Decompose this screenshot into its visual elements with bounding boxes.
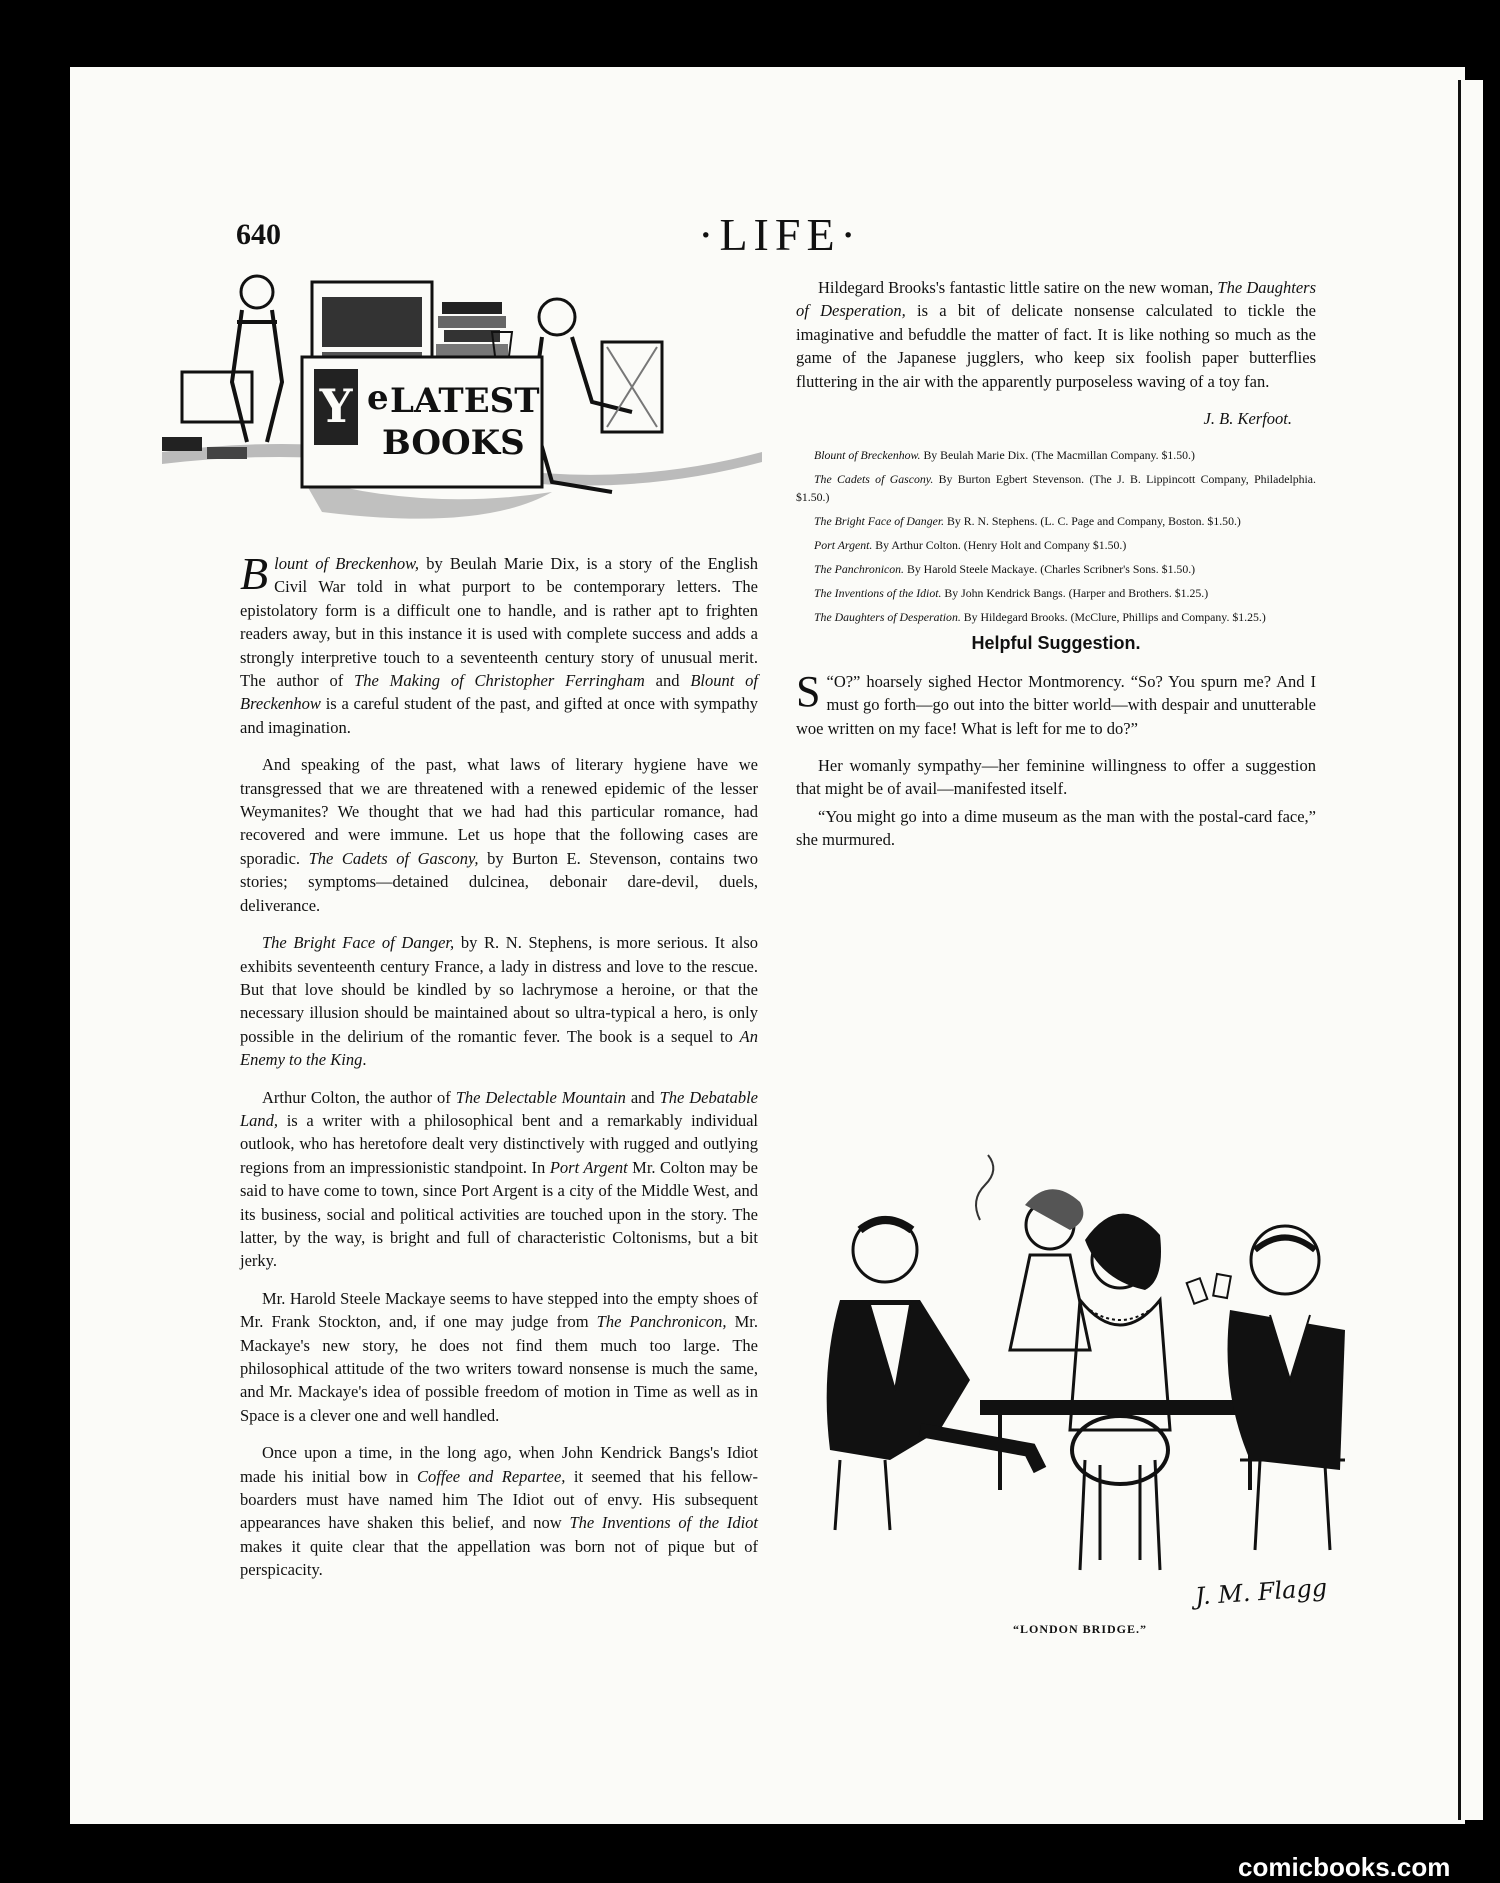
book-reference: The Cadets of Gascony. By Burton Egbert Stevenson. (The J. B. Lippincott Company, Philadelphia. $1.50.) xyxy=(796,472,1316,505)
review-paragraph-1: Blount of Breckenhow, by Beulah Marie Dix, is a story of the English Civil War told in what purport to be contemporary letters. The epistolatory form is a difficult one to handle, and is rather apt to frighten readers away, but in this instance it is used with complete success and adds a strongly interpretive touch to a seventeenth century story of unusual merit. The author of The Making of Christopher Ferringham and Blount of Breckenhow is a careful student of the past, and gifted at once with sympathy and imagination. xyxy=(240,548,758,737)
artist-signature: J. M. Flagg xyxy=(1194,1573,1329,1611)
book-title: The Delectable Mountain xyxy=(455,1087,626,1107)
masthead: ·LIFE· xyxy=(698,209,862,260)
sign-ye-letter: e xyxy=(367,378,389,418)
book-title: The Cadets of Gascony, xyxy=(308,848,479,868)
review-paragraph-6: Once upon a time, in the long ago, when John Kendrick Bangs's Idiot made his initial bow in Coffee and Repartee, it seemed that his fellow-boarders must have named him The Idiot out of envy. His subsequent appearances have shaken this belief, and now The Inventions of the Idiot makes it quite clear that the appellation was born not of pique but of perspicacity. xyxy=(240,1443,758,1580)
review-column-left xyxy=(240,548,759,1596)
drop-cap-s: S xyxy=(796,666,821,716)
drop-cap-b: B xyxy=(240,548,269,599)
book-reference: The Bright Face of Danger. By R. N. Stephens. (L. C. Page and Company, Boston. $1.50.) xyxy=(814,514,1241,529)
book-title: The Daughters of Desperation, xyxy=(796,278,1316,321)
book-reference: The Daughters of Desperation. By Hildegard Brooks. (McClure, Phillips and Company. $1.25.) xyxy=(814,610,1266,625)
book-title: The Panchronicon, xyxy=(596,1312,727,1332)
book-reference-list xyxy=(796,446,1316,626)
book-title: The Inventions of the Idiot xyxy=(569,1513,758,1533)
site-watermark: comicbooks.com xyxy=(1238,1852,1451,1882)
suggestion-paragraph-3: “You might go into a dime museum as the man with the postal-card face,” she murmured. xyxy=(796,806,1316,850)
review-column-right xyxy=(796,276,1316,866)
book-reference: The Panchronicon. By Harold Steele Mackaye. (Charles Scribner's Sons. $1.50.) xyxy=(814,562,1196,577)
book-title: The Bright Face of Danger, xyxy=(262,933,455,953)
book-title: The Debatable Land, xyxy=(240,1087,758,1130)
book-title: An Enemy to the King xyxy=(240,1026,758,1070)
review-paragraph-7: Hildegard Brooks's fantastic little satire on the new woman, The Daughters of Desperation, is a bit of delicate nonsense calculated to tickle the imaginative and befuddle the matter of fact. It is like nothing so much as the game of the Japanese jugglers, who keep six foolish paper butterflies fluttering in the air with the apparently purposeless waving of a toy fan. xyxy=(796,278,1316,391)
latest-books-illustration xyxy=(162,262,762,542)
cartoon-drawing xyxy=(800,1130,1360,1610)
book-title: Coffee and Repartee, xyxy=(417,1466,566,1486)
suggestion-paragraph-2: Her womanly sympathy—her feminine willingness to offer a suggestion that might be of avail—manifested itself. xyxy=(796,756,1316,799)
book-title: Port Argent xyxy=(549,1157,628,1177)
latest-books-drawing xyxy=(162,262,762,542)
review-paragraph-3: The Bright Face of Danger, by R. N. Stephens, is more serious. It also exhibits seventeenth century France, a lady in distress and love to the rescue. But that love should be kindled by so lachrymose a heroine, or that the necessary illusion should be maintained about so ultra-typical a hero, is only possible in the delirium of the romantic fever. The book is a sequel to An Enemy to the King. xyxy=(240,933,759,1070)
cartoon-caption: “LONDON BRIDGE.” xyxy=(1012,1622,1147,1636)
sign-title-line2: BOOKS xyxy=(382,423,525,463)
sign-title-line1: LATEST xyxy=(390,381,540,421)
review-paragraph-2: And speaking of the past, what laws of literary hygiene have we transgressed that we are threatened with a renewed epidemic of the lesser Weymanites? We thought that we had had this particular romance, had recovered and were immune. Let us hope that the following cases are sporadic. The Cadets of Gascony, by Burton E. Stevenson, contains two stories; symptoms—detained dulcinea, debonair dare-devil, duels, deliverance. xyxy=(240,755,758,915)
review-signature: J. B. Kerfoot. xyxy=(1203,409,1292,429)
book-title: Blount of Breckenhow xyxy=(240,671,758,714)
cartoon-illustration xyxy=(800,1130,1360,1610)
book-reference: The Inventions of the Idiot. By John Kendrick Bangs. (Harper and Brothers. $1.25.) xyxy=(814,586,1209,601)
adjacent-page-edge xyxy=(1458,80,1483,1820)
page-number: 640 xyxy=(236,218,281,251)
book-reference: Port Argent. By Arthur Colton. (Henry Holt and Company $1.50.) xyxy=(814,538,1127,553)
review-paragraph-5: Mr. Harold Steele Mackaye seems to have stepped into the empty shoes of Mr. Frank Stockton, and, if one may judge from The Panchronicon, Mr. Mackaye's new story, he does not find them much too large. The philosophical attitude of the two writers toward nonsense is much the same, and Mr. Mackaye's idea of possible freedom of motion in Time as well as in Space is a clever one and well handled. xyxy=(240,1288,758,1425)
suggestion-paragraph-1: “ S O?” hoarsely sighed Hector Montmorency. “So? You spurn me? And I must go forth—go out into the bitter world—with despair and unutterable woe written on my face! What is left for me to do?” xyxy=(796,666,1316,738)
book-reference: Blount of Breckenhow. By Beulah Marie Dix. (The Macmillan Company. $1.50.) xyxy=(814,448,1195,463)
book-title: lount of Breckenhow, xyxy=(274,554,420,573)
svg-text:Y: Y xyxy=(319,379,353,433)
review-paragraph-4: Arthur Colton, the author of The Delectable Mountain and The Debatable Land, is a writer with a philosophical bent and a remarkably individual outlook, who has heretofore dealt very distinctively with rugged and outlying regions from an impressionistic standpoint. In Port Argent Mr. Colton may be said to have come to town, since Port Argent is a city of the Middle West, and its business, social and political activities are touched upon in the story. The latter, by the way, is bright and full of characteristic Coltonisms, but a bit jerky. xyxy=(240,1087,758,1271)
article-heading: Helpful Suggestion. xyxy=(971,633,1141,654)
book-title: The Making of Christopher Ferringham xyxy=(354,671,645,691)
